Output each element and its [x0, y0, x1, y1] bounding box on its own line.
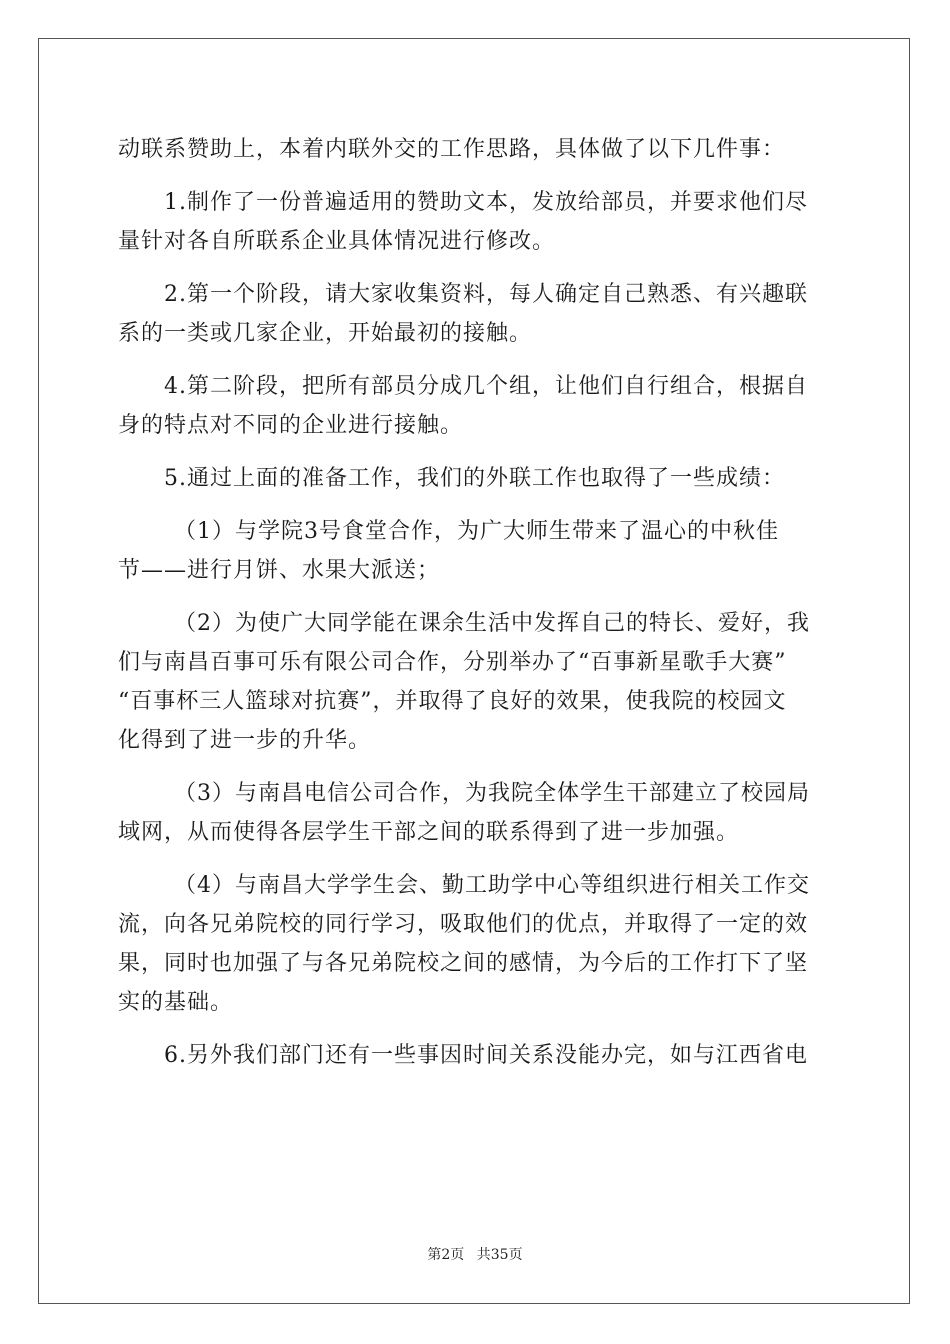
text-line: 果，同时也加强了与各兄弟院校之间的感情，为今后的工作打下了坚 [118, 951, 809, 976]
paragraph [118, 1036, 834, 1075]
text-line: 节——进行月饼、水果大派送； [118, 558, 441, 583]
paragraph-gap [118, 498, 834, 512]
paragraph-gap [118, 169, 834, 183]
text-line: “百事杯三人篮球对抗赛”，并取得了良好的效果，使我院的校园文 [118, 689, 787, 714]
text-line: 们与南昌百事可乐有限公司合作，分别举办了“百事新星歌手大赛” [118, 650, 787, 675]
text-line: 化得到了进一步的升华。 [118, 728, 372, 753]
paragraph [118, 130, 834, 169]
paragraph-gap [118, 590, 834, 604]
paragraph-gap [118, 852, 834, 866]
paragraph [118, 183, 834, 261]
text-line: 动联系赞助上，本着内联外交的工作思路，具体做了以下几件事： [118, 137, 786, 162]
page-number: 第2页 [427, 1247, 465, 1263]
text-line: 2.第一个阶段，请大家收集资料，每人确定自己熟悉、有兴趣联 [164, 282, 808, 307]
text-line: 6.另外我们部门还有一些事因时间关系没能办完，如与江西省电 [164, 1043, 808, 1068]
paragraph [118, 367, 834, 445]
paragraph [118, 604, 834, 760]
text-line: 域网，从而使得各层学生干部之间的联系得到了进一步加强。 [118, 820, 740, 845]
paragraph [118, 459, 834, 498]
paragraph-gap [118, 1022, 834, 1036]
page-footer [0, 1244, 950, 1264]
paragraph-gap [118, 760, 834, 774]
paragraph-gap [118, 261, 834, 275]
paragraph [118, 774, 834, 852]
text-line: （2）为使广大同学能在课余生活中发挥自己的特长、爱好，我 [174, 611, 810, 636]
paragraph-gap [118, 445, 834, 459]
text-line: 量针对各自所联系企业具体情况进行修改。 [118, 229, 556, 254]
paragraph [118, 275, 834, 353]
text-line: 4.第二阶段，把所有部员分成几个组，让他们自行组合，根据自 [164, 374, 808, 399]
text-line: 身的特点对不同的企业进行接触。 [118, 413, 464, 438]
text-line: 5.通过上面的准备工作，我们的外联工作也取得了一些成绩： [164, 466, 785, 491]
paragraph [118, 866, 834, 1022]
text-line: 流，向各兄弟院校的同行学习，吸取他们的优点，并取得了一定的效 [118, 912, 809, 937]
paragraph [118, 512, 834, 590]
text-line: 1.制作了一份普遍适用的赞助文本，发放给部员，并要求他们尽 [164, 190, 808, 215]
document-body [118, 130, 834, 1075]
text-line: 实的基础。 [118, 990, 234, 1015]
page-total: 共35页 [476, 1247, 523, 1263]
text-line: （1）与学院3号食堂合作，为广大师生带来了温心的中秋佳 [174, 519, 779, 544]
text-line: 系的一类或几家企业，开始最初的接触。 [118, 321, 533, 346]
text-line: （4）与南昌大学学生会、勤工助学中心等组织进行相关工作交 [174, 873, 810, 898]
text-line: （3）与南昌电信公司合作，为我院全体学生干部建立了校园局 [174, 781, 810, 806]
paragraph-gap [118, 353, 834, 367]
